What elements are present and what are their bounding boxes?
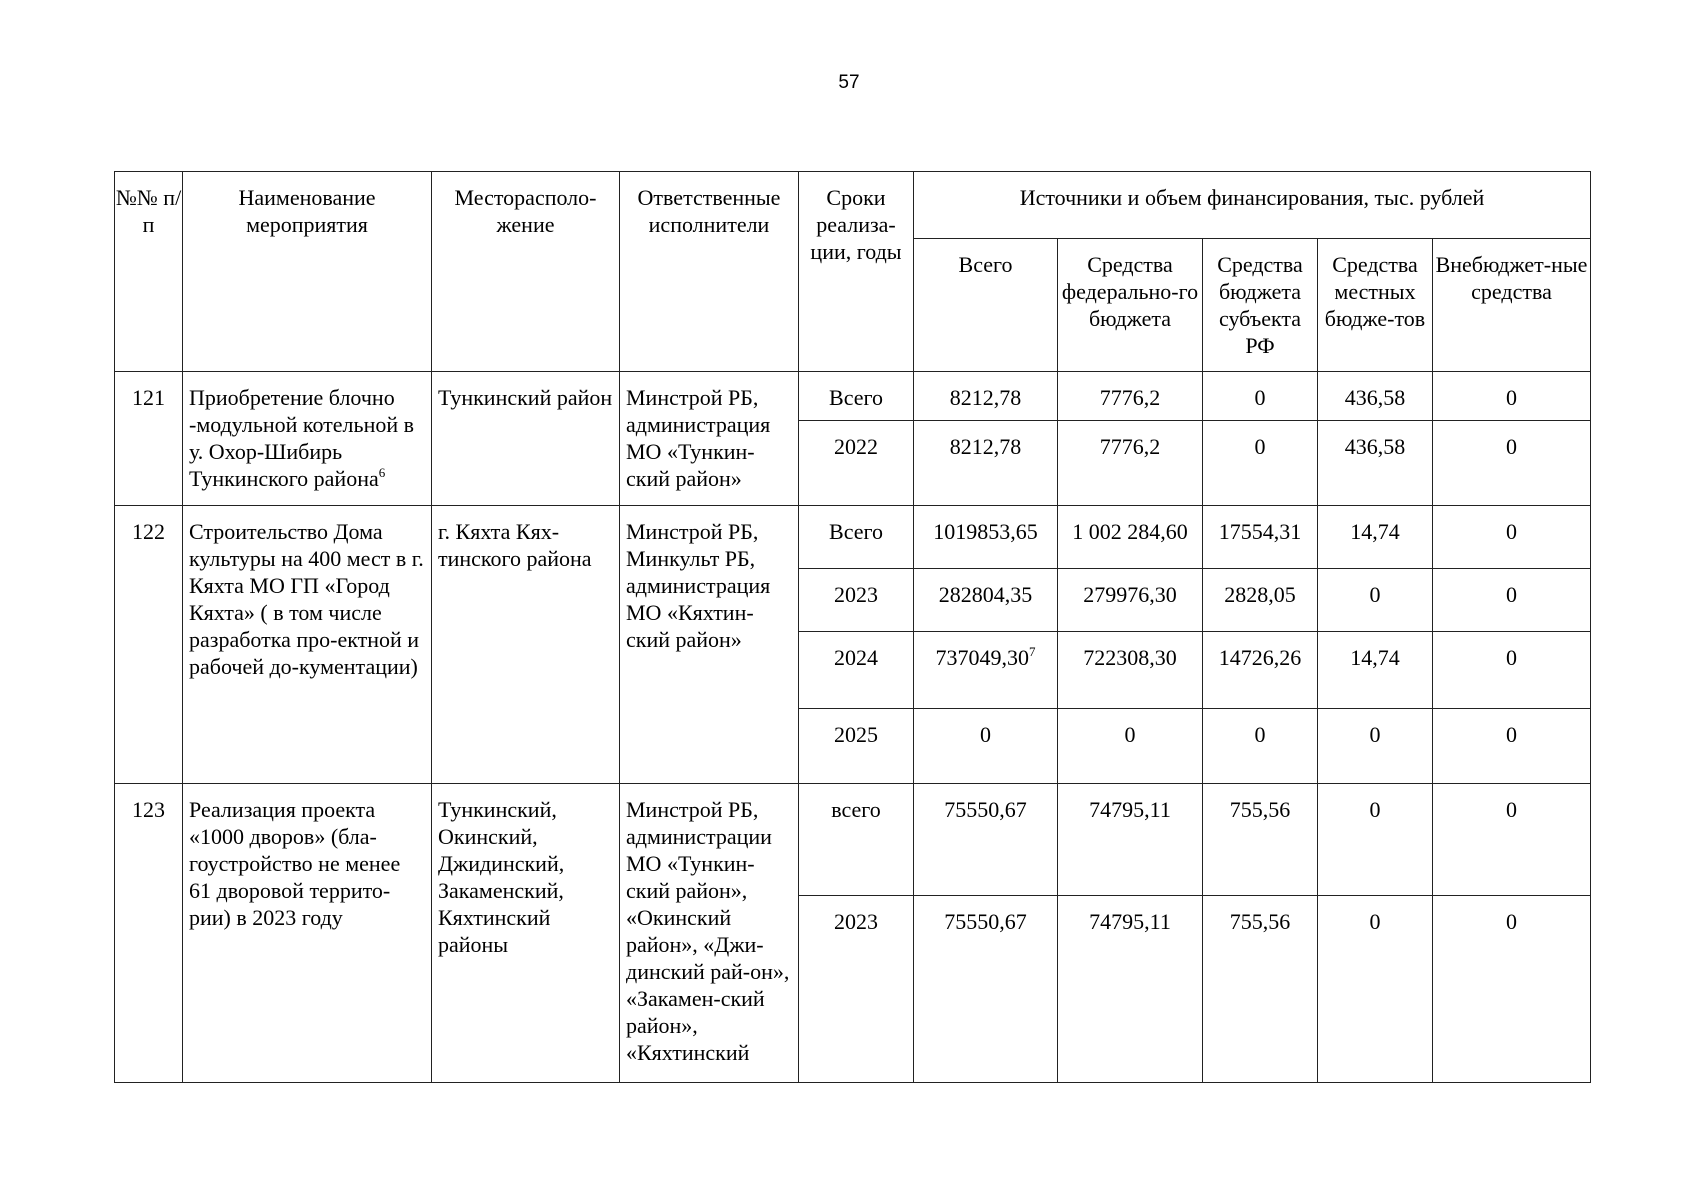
cell-offbudget: 0 xyxy=(1433,372,1591,421)
cell-federal: 279976,30 xyxy=(1058,569,1203,632)
cell-total: 75550,67 xyxy=(914,896,1058,1083)
cell-federal: 74795,11 xyxy=(1058,784,1203,896)
cell-year: всего xyxy=(799,784,914,896)
cell-offbudget: 0 xyxy=(1433,896,1591,1083)
row-num: 121 xyxy=(115,372,183,506)
cell-year: 2024 xyxy=(799,632,914,709)
row-num: 122 xyxy=(115,506,183,784)
cell-total: 282804,35 xyxy=(914,569,1058,632)
cell-subject: 0 xyxy=(1203,421,1318,506)
footnote-mark: 7 xyxy=(1029,644,1036,659)
cell-offbudget: 0 xyxy=(1433,784,1591,896)
cell-total: 75550,67 xyxy=(914,784,1058,896)
cell-subject: 0 xyxy=(1203,709,1318,784)
header-period: Сроки реализа-ции, годы xyxy=(799,172,914,372)
header-local: Средства местных бюдже-тов xyxy=(1318,239,1433,372)
cell-federal: 7776,2 xyxy=(1058,372,1203,421)
row-location: г. Кяхта Кях-тинского района xyxy=(432,506,620,784)
cell-local: 14,74 xyxy=(1318,506,1433,569)
cell-federal: 0 xyxy=(1058,709,1203,784)
cell-subject: 755,56 xyxy=(1203,896,1318,1083)
cell-subject: 0 xyxy=(1203,372,1318,421)
cell-federal: 7776,2 xyxy=(1058,421,1203,506)
header-num: №№ п/п xyxy=(115,172,183,372)
cell-federal: 1 002 284,60 xyxy=(1058,506,1203,569)
row-responsible: Минстрой РБ, администрация МО «Тункин-ский район» xyxy=(620,372,799,506)
row-name: Приобретение блочно -модульной котельной в у. Охор-Шибирь Тункинского района$^6$ xyxy=(183,372,432,506)
funding-table xyxy=(114,171,1591,1083)
cell-federal: 74795,11 xyxy=(1058,896,1203,1083)
cell-local: 0 xyxy=(1318,896,1433,1083)
cell-year: 2023 xyxy=(799,896,914,1083)
footnote-mark: 6 xyxy=(378,465,386,480)
cell-offbudget: 0 xyxy=(1433,569,1591,632)
cell-year: 2025 xyxy=(799,709,914,784)
header-responsible: Ответственные исполнители xyxy=(620,172,799,372)
header-funding: Источники и объем финансирования, тыс. рублей xyxy=(914,172,1591,239)
row-responsible: Минстрой РБ, Минкульт РБ, администрация МО «Кяхтин-ский район» xyxy=(620,506,799,784)
cell-year: Всего xyxy=(799,372,914,421)
cell-local: 0 xyxy=(1318,784,1433,896)
cell-total: 8212,78 xyxy=(914,421,1058,506)
cell-offbudget: 0 xyxy=(1433,632,1591,709)
cell-year: Всего xyxy=(799,506,914,569)
cell-local: 0 xyxy=(1318,709,1433,784)
cell-subject: 755,56 xyxy=(1203,784,1318,896)
cell-subject: 14726,26 xyxy=(1203,632,1318,709)
header-offbudget: Внебюджет-ные средства xyxy=(1433,239,1591,372)
page-number: 57 xyxy=(838,72,860,93)
cell-subject: 17554,31 xyxy=(1203,506,1318,569)
cell-total: 1019853,65 xyxy=(914,506,1058,569)
cell-total: 0 xyxy=(914,709,1058,784)
table-row xyxy=(115,506,1591,569)
row-location: Тункинский район xyxy=(432,372,620,506)
header-subject: Средства бюджета субъекта РФ xyxy=(1203,239,1318,372)
cell-offbudget: 0 xyxy=(1433,421,1591,506)
header-federal: Средства федерально-го бюджета xyxy=(1058,239,1203,372)
table-row xyxy=(115,784,1591,896)
cell-offbudget: 0 xyxy=(1433,709,1591,784)
cell-year: 2023 xyxy=(799,569,914,632)
row-location: Тункинский, Окинский, Джидинский, Закаменский, Кяхтинский районы xyxy=(432,784,620,1083)
cell-subject: 2828,05 xyxy=(1203,569,1318,632)
table-body xyxy=(115,372,1591,1083)
table-row xyxy=(115,372,1591,421)
row-name: Строительство Дома культуры на 400 мест в г. Кяхта МО ГП «Город Кяхта» ( в том числе разработка про-ектной и рабочей до-кументации) xyxy=(183,506,432,784)
cell-total: 737049,30$^7$ xyxy=(914,632,1058,709)
cell-local: 436,58 xyxy=(1318,421,1433,506)
header-location: Месторасполо-жение xyxy=(432,172,620,372)
cell-local: 436,58 xyxy=(1318,372,1433,421)
row-responsible: Минстрой РБ, администрации МО «Тункин-ский район», «Окинский район», «Джи-динский рай-он», «Закамен-ский район», «Кяхтинский xyxy=(620,784,799,1083)
header-name: Наименование мероприятия xyxy=(183,172,432,372)
cell-total: 8212,78 xyxy=(914,372,1058,421)
row-name: Реализация проекта «1000 дворов» (бла-гоустройство не менее 61 дворовой террито-рии) в 2023 году xyxy=(183,784,432,1083)
cell-offbudget: 0 xyxy=(1433,506,1591,569)
cell-local: 0 xyxy=(1318,569,1433,632)
row-num: 123 xyxy=(115,784,183,1083)
header-total: Всего xyxy=(914,239,1058,372)
cell-local: 14,74 xyxy=(1318,632,1433,709)
cell-year: 2022 xyxy=(799,421,914,506)
cell-federal: 722308,30 xyxy=(1058,632,1203,709)
